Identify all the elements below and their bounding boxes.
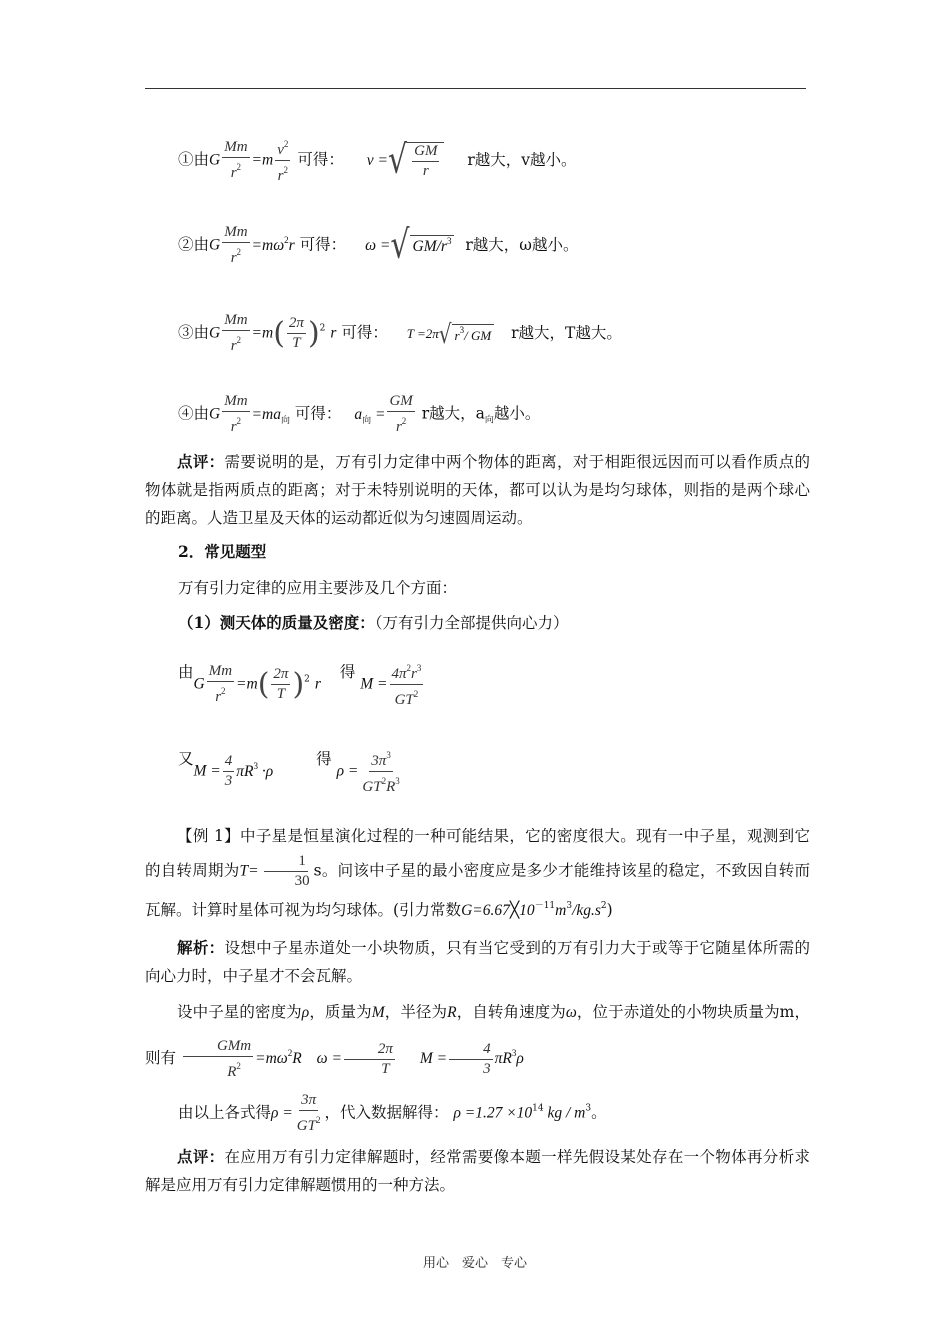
section-heading: 2．常见题型 [178,542,267,561]
formula-line-4: ④由G $\frac{Mm}{r^2}$ $=ma_向$ 可得： $a_向$ = $\frac{GM}{r^2}$ r越大，$a_向$越小。 [178,393,541,435]
section-intro: 万有引力定律的应用主要涉及几个方面： [178,579,458,597]
example-paragraph: 【例 1】中子星是恒星演化过程的一种可能结果，它的密度很大。现有一中子星，观测到它的自转周期为T= $\frac{1}{30}$ s。问该中子星的最小密度应是多少才能维持该星的稳定，不致因自转而瓦解。计算时星体可视为均匀球体。(引力常数$G=6.67╳10^{-11}m^3/kg.s^2$) [145,827,810,919]
formula-line-1: ①由G $\frac{Mm}{r^2}$ =m $\frac{v^2}{r^2}$ 可得： v = √ $\frac{GM}{r}$ r越大，v越小。 [178,137,577,184]
analysis-paragraph: 解析：设想中子星赤道处一小块物质，只有当它受到的万有引力大于或等于它随星体所需的向心力时，中子星才不会瓦解。 [145,938,810,985]
setup-paragraph: 设中子星的密度为ρ，质量为M，半径为R，自转角速度为ω，位于赤道处的小物块质量为m，则有 GMm $R^2$ $=m\omega^2R$ ω = $\frac{2\pi}{T}$ M = $\frac{4}{3}$ $\pi R^3\rho$ [145,1003,810,1080]
comment-paragraph-1: 点评：需要说明的是，万有引力定律中两个物体的距离，对于相距很远因而可以看作质点的物体就是指两质点的距离；对于未特别说明的天体，都可以认为是均匀球体，则指的是两个球心的距离。人造卫星及天体的运动都近似为匀速圆周运动。 [145,452,810,527]
comment-paragraph-2: 点评：在应用万有引力定律解题时，经常需要像本题一样先假设某处存在一个物体再分析求解是应用万有引力定律解题惯用的一种方法。 [145,1147,810,1194]
subsection-heading: （1）测天体的质量及密度：（万有引力全部提供向心力） [178,613,569,632]
result-line: 由以上各式得ρ = $\frac{3\pi}{GT^2}$ ，代入数据解得： $\rho =1.27 \times 10^{14}$ kg / $m^3$。 [178,1092,607,1134]
formula-line-2: ②由G $\frac{Mm}{r^2}$ $=m\omega^2r$ 可得： ω = √ $GM/r^3$ r越大，ω越小。 [178,222,579,268]
mass-formula: 由G $\frac{Mm}{r^2}$ =m( $\frac{2\pi}{T}$ )$^2$ r 得 M = $\frac{4\pi^2r^3}{GT^2}$ [178,660,425,709]
formula-line-3: ③由G $\frac{Mm}{r^2}$ =m( $\frac{2\pi}{T}$ )$^2$ r 可得： T =2π √ $r^3/$ GM r越大，T越大。 [178,312,622,354]
header-rule [145,88,806,89]
page-footer: 用心 爱心 专心 [422,1256,527,1271]
density-formula: 又M = $\frac{4}{3}$ $\pi R^3 \cdot\rho$ 得 ρ = $\frac{3\pi^3}{GT^2R^3}$ [178,747,404,796]
